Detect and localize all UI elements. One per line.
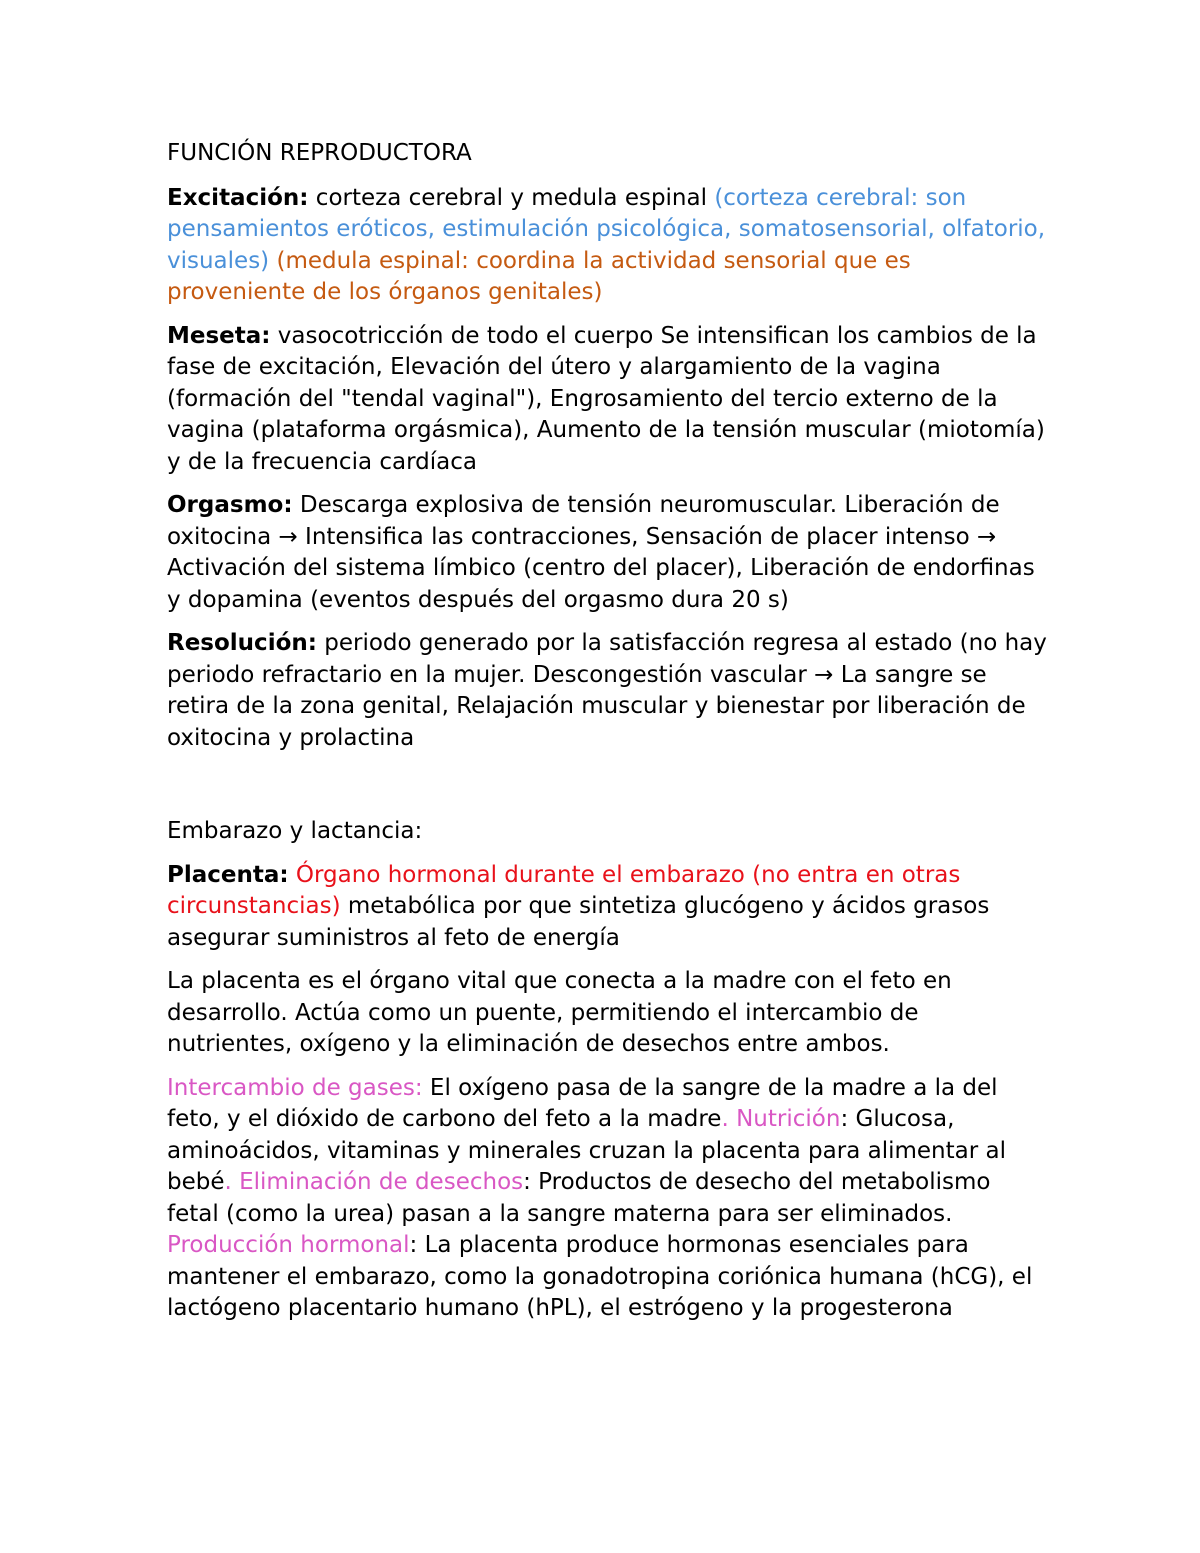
eliminacion-label: Eliminación de desechos xyxy=(231,1169,524,1195)
meseta-text: vasocotricción de todo el cuerpo Se intensifican los cambios de la fase de excitación, Elevación del útero y alargamiento de la vagina (formación del "tendal vaginal"), Engrosamiento del tercio externo de la vagina (plataforma orgásmica), Aumento de la tensión muscular (miotomía) y de la frecuencia cardíaca xyxy=(167,322,1045,475)
excitacion-spinal-note: (medula espinal: coordina la actividad sensorial que es proveniente de los órganos genitales) xyxy=(167,247,911,305)
paragraph-meseta xyxy=(167,321,1047,479)
embarazo-heading-text: Embarazo y lactancia: xyxy=(167,818,423,844)
meseta-label: Meseta: xyxy=(167,322,271,349)
dot-2: . xyxy=(224,1169,232,1195)
gases-text: El oxígeno pasa de la sangre de la madre a la del feto, y el dióxido de carbono del feto a la madre xyxy=(167,1074,998,1132)
paragraph-excitacion xyxy=(167,183,1047,309)
dot-1: . xyxy=(721,1106,729,1132)
placenta-text: metabólica por que sintetiza glucógeno y ácidos grasos asegurar suministros al feto de energía xyxy=(167,893,990,951)
placenta-red-text: Órgano hormonal durante el embarazo (no entra en otras circunstancias) xyxy=(167,861,961,919)
paragraph-placenta-description xyxy=(167,966,1047,1061)
orgasmo-label: Orgasmo: xyxy=(167,492,293,518)
excitacion-cortex-note: (corteza cerebral: son pensamientos eróticos, estimulación psicológica, somatosensorial, olfatorio, visuales) xyxy=(167,184,1046,274)
document-page xyxy=(167,138,1047,1337)
resolucion-text: periodo generado por la satisfacción regresa al estado (no hay periodo refractario en la mujer. Descongestión vascular → La sangre se retira de la zona genital, Relajación muscular y bienestar por liberación de oxitocina y prolactina xyxy=(167,630,1047,751)
title-text: FUNCIÓN REPRODUCTORA xyxy=(167,140,472,166)
gases-label: Intercambio de gases: xyxy=(167,1074,423,1101)
eliminacion-text: : Productos de desecho del metabolismo fetal (como la urea) pasan a la sangre materna para ser eliminados. xyxy=(167,1169,991,1227)
paragraph-placenta xyxy=(167,860,1047,955)
placenta-description-text: La placenta es el órgano vital que conecta a la madre con el feto en desarrollo. Actúa como un puente, permitiendo el intercambio de nutrientes, oxígeno y la eliminación de desechos entre ambos. xyxy=(167,968,952,1057)
section-heading-embarazo xyxy=(167,816,1047,848)
produccion-label: Producción hormonal xyxy=(167,1232,410,1258)
paragraph-orgasmo xyxy=(167,490,1047,616)
orgasmo-text: Descarga explosiva de tensión neuromuscular. Liberación de oxitocina → Intensifica las contracciones, Sensación de placer intenso → Activación del sistema límbico (centro del placer), Liberación de endorfinas y dopamina (eventos después del orgasmo dura 20 s) xyxy=(167,492,1035,613)
excitacion-label: Excitación: xyxy=(167,184,309,211)
paragraph-placenta-functions xyxy=(167,1073,1047,1325)
paragraph-resolucion xyxy=(167,628,1047,754)
nutricion-label: Nutrición xyxy=(728,1106,841,1132)
produccion-text: : La placenta produce hormonas esenciales para mantener el embarazo, como la gonadotropina coriónica humana (hCG), el lactógeno placentario humano (hPL), el estrógeno y la progesterona xyxy=(167,1232,1033,1321)
document-title xyxy=(167,138,1047,170)
nutricion-text: : Glucosa, aminoácidos, vitaminas y minerales cruzan la placenta para alimentar al bebé xyxy=(167,1106,1006,1195)
placenta-label: Placenta: xyxy=(167,861,289,888)
resolucion-label: Resolución: xyxy=(167,630,317,656)
excitacion-text: corteza cerebral y medula espinal xyxy=(308,184,715,211)
